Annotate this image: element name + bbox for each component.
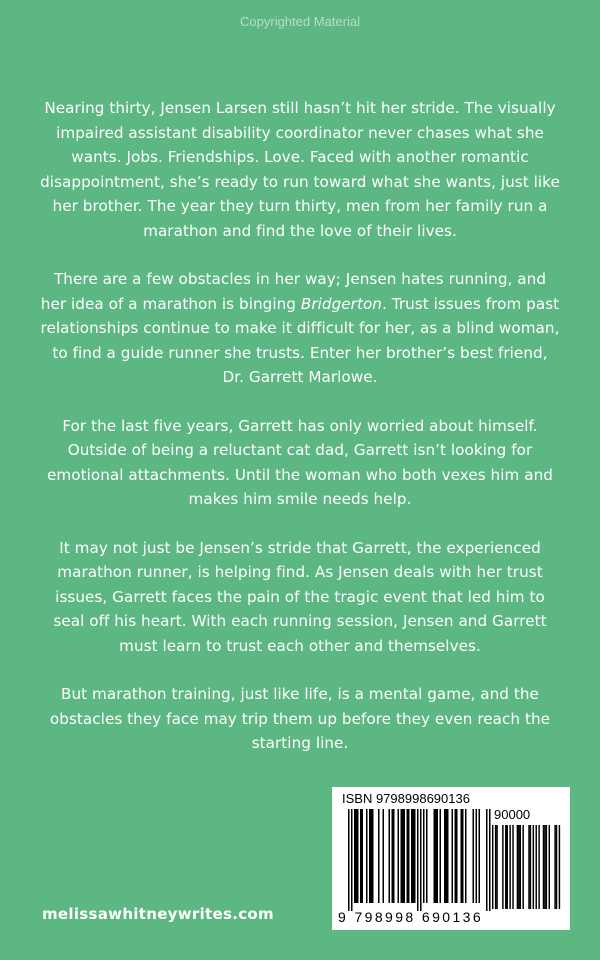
barcode-bar xyxy=(435,809,437,903)
barcode-bar xyxy=(372,809,374,903)
addon-bar xyxy=(536,825,537,909)
addon-bar xyxy=(546,825,547,909)
blurb-paragraph-5: But marathon training, just like life, is a mental game, and the obstacles they face may trip them up before they even reach the starting line. xyxy=(49,685,551,752)
barcode-bar xyxy=(393,809,395,903)
barcode-bar xyxy=(371,809,373,903)
barcode-bar xyxy=(455,809,457,903)
blurb-p2-after: . Trust issues from past relationships continue to make it difficult for her, as a blind woman, to find a guide runner she trusts. Enter her brother’s best friend, Dr. Garrett Marlowe. xyxy=(40,294,560,386)
blurb-p2-italic-title: Bridgerton xyxy=(300,294,382,313)
addon-bar xyxy=(507,825,508,909)
author-website: melissawhitneywrites.com xyxy=(42,905,274,923)
barcode-bar xyxy=(383,809,385,903)
blurb-paragraph-2 xyxy=(40,267,560,390)
blurb-p2-before: There are a few obstacles in her way; Jensen hates running, and her idea of a marathon is binging xyxy=(40,270,547,313)
addon-bar xyxy=(556,825,557,909)
barcode-bar xyxy=(354,809,356,903)
barcode-bar xyxy=(411,809,413,903)
barcode-bar xyxy=(420,809,422,911)
barcode-bar xyxy=(489,809,491,911)
blurb-paragraph-4: It may not just be Jensen’s stride that Garrett, the experienced marathon runner, is helping find. As Jensen deals with her trust issues, Garrett faces the pain of the tragic event that led him to seal off his heart. With each running session, Jensen and Garrett must learn to trust each other and themselves. xyxy=(53,538,547,655)
barcode-bar xyxy=(351,809,353,911)
addon-bar xyxy=(502,825,503,909)
barcode-bar xyxy=(446,809,448,903)
barcode-bar xyxy=(426,809,428,903)
barcode-bar xyxy=(465,809,467,903)
barcode-bar xyxy=(413,809,415,903)
barcode-bar xyxy=(473,809,475,903)
addon-bar xyxy=(528,825,529,909)
barcode-bar xyxy=(357,809,359,903)
barcode-bar xyxy=(402,809,404,903)
barcode-bar xyxy=(486,809,488,911)
addon-bar xyxy=(496,825,497,909)
barcode-bar xyxy=(407,809,409,903)
barcode-bar xyxy=(479,809,481,903)
barcode-bar xyxy=(462,809,464,903)
blurb-paragraph-3: For the last five years, Garrett has only worried about himself. Outside of being a reluctant cat dad, Garrett isn’t looking for emotional attachments. Until the woman who both vexes him and makes him smile needs help. xyxy=(47,416,553,508)
addon-bar xyxy=(522,825,523,909)
barcode-bar xyxy=(378,809,380,903)
addon-bar xyxy=(492,825,493,909)
barcode-bar xyxy=(417,809,419,911)
addon-bar xyxy=(495,825,496,909)
addon-bar xyxy=(530,825,531,909)
barcode-bar xyxy=(440,809,442,903)
barcode-bar xyxy=(389,809,391,903)
copyright-watermark: Copyrighted Material xyxy=(240,14,360,29)
barcode-bar xyxy=(423,809,425,903)
back-cover-blurb xyxy=(40,96,560,780)
addon-bar xyxy=(520,825,521,909)
addon-bar xyxy=(554,825,555,909)
price-addon-number: 90000 xyxy=(494,807,531,822)
barcode-bar xyxy=(456,809,458,903)
addon-bar xyxy=(533,825,534,909)
addon-bar xyxy=(543,825,544,909)
barcode-bar xyxy=(444,809,446,903)
blurb-paragraph-1: Nearing thirty, Jensen Larsen still hasn’t hit her stride. The visually impaired assistant disability coordinator never chases what she wants. Jobs. Friendships. Love. Faced with another romantic disappointment, she’s ready to run toward what she wants, just like her brother. The year they turn thirty, men from her family run a marathon and find the love of their lives. xyxy=(40,99,560,240)
addon-bar xyxy=(509,825,510,909)
barcode-bar xyxy=(392,809,394,903)
barcode-bar xyxy=(452,809,454,903)
barcode-bar xyxy=(447,809,449,903)
addon-bar xyxy=(549,825,550,909)
barcode-bar xyxy=(404,809,406,903)
barcode-bar xyxy=(414,809,416,903)
barcode-bar xyxy=(437,809,439,903)
barcode-bar xyxy=(434,809,436,903)
barcode-bar xyxy=(398,809,400,903)
barcode-bar xyxy=(369,809,371,903)
barcode-bar xyxy=(348,809,350,911)
barcode-bar xyxy=(366,809,368,903)
addon-bar xyxy=(544,825,545,909)
addon-bar xyxy=(518,825,519,909)
barcode-bar xyxy=(356,809,358,903)
isbn-label: ISBN 9798998690136 xyxy=(342,791,470,806)
barcode-bar xyxy=(408,809,410,903)
isbn-barcode xyxy=(332,787,570,930)
barcode-bar xyxy=(461,809,463,903)
addon-bar xyxy=(512,825,513,909)
barcode-bar xyxy=(476,809,478,903)
addon-bar xyxy=(538,825,539,909)
barcode-bar xyxy=(360,809,362,903)
addon-bar xyxy=(559,825,560,909)
barcode-bar xyxy=(362,809,364,903)
barcode-bar xyxy=(401,809,403,903)
addon-bar xyxy=(505,825,506,909)
addon-bar xyxy=(517,825,518,909)
barcode-digits: 9 798998 690136 xyxy=(338,909,483,925)
